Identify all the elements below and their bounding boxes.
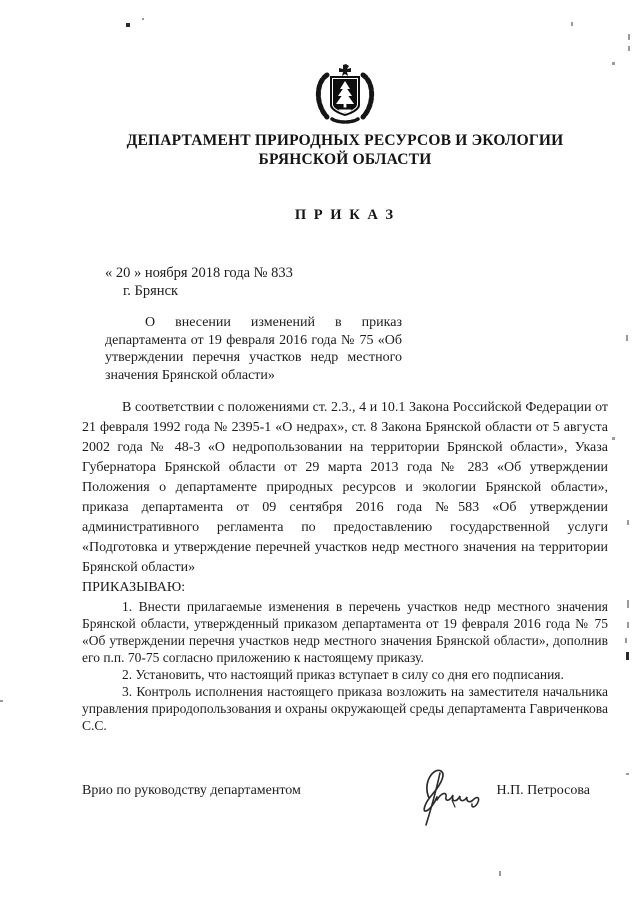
org-header-line1: ДЕПАРТАМЕНТ ПРИРОДНЫХ РЕСУРСОВ И ЭКОЛОГИИ [126,132,564,149]
scan-artifact [612,437,615,440]
scan-artifact [627,600,629,608]
order-item-2: 2. Установить, что настоящий приказ вступает в силу со дня его подписания. [122,667,564,682]
signer-name: Н.П. Петросова [496,782,590,798]
order-item-3: 3. Контроль исполнения настоящего приказа возложить на заместителя начальника управления природопользования и охраны окружающей среды департамента Гавриченкова С.С. [82,684,608,733]
order-word: ПРИКАЗЫВАЮ: [82,580,186,595]
scan-artifact [612,62,615,65]
signature-row [82,778,608,803]
scan-artifact [627,520,629,525]
scan-artifact [627,622,629,628]
emblem-wrap [82,64,608,126]
org-header [82,131,608,169]
subject-paragraph: О внесении изменений в приказ департамента от 19 февраля 2016 года № 75 «Об утверждении перечня участков недр местного значения Брянской области» [105,315,402,383]
signer-position: Врио по руководству департаментом [82,782,301,798]
scan-artifact [0,700,3,702]
city-line: г. Брянск [123,283,179,299]
scan-artifact [626,773,629,775]
preamble-paragraph: В соответствии с положениями ст. 2.3., 4 и 10.1 Закона Российской Федерации от 21 февраля 1992 года № 2395-1 «О недрах», ст. 8 Закона Брянской области от 5 августа 2002 года № 48-3 «О недропользовании на территории Брянской области», Указа Губернатора Брянской области от 29 марта 2013 года № 283 «Об утверждении Положения о департаменте природных ресурсов и экологии Брянской области», приказа департамента от 09 сентября 2016 года №583 «Об утверждении административного регламента по предоставлению государственной услуги «Подготовка и утверждение перечней участков недр местного значения на территории Брянской области» [82,400,608,575]
signature-scribble-icon [416,764,482,833]
org-header-line2: БРЯНСКОЙ ОБЛАСТИ [258,151,432,168]
scan-artifact [628,46,630,51]
scan-artifact [625,638,627,643]
order-item-1: 1. Внести прилагаемые изменения в перечень участков недр местного значения Брянской области, утвержденный приказом департамента от 19 февраля 2016 года № 75 «Об утверждении перечня участков недр местного значения Брянской области», дополнив его п.п. 70-75 согласно приложению к настоящему приказу. [82,599,608,665]
date-block [82,264,608,300]
order-items [82,598,608,734]
bryansk-coat-of-arms-icon [312,64,378,126]
scan-artifact [626,335,628,341]
scan-artifact [626,652,629,660]
doc-type-title: П Р И К А З [294,207,396,223]
date-number-line: « 20 » ноября 2018 года № 833 [105,265,293,281]
scan-artifact [628,34,630,40]
document-content [82,0,608,803]
scan-artifact [499,871,501,876]
